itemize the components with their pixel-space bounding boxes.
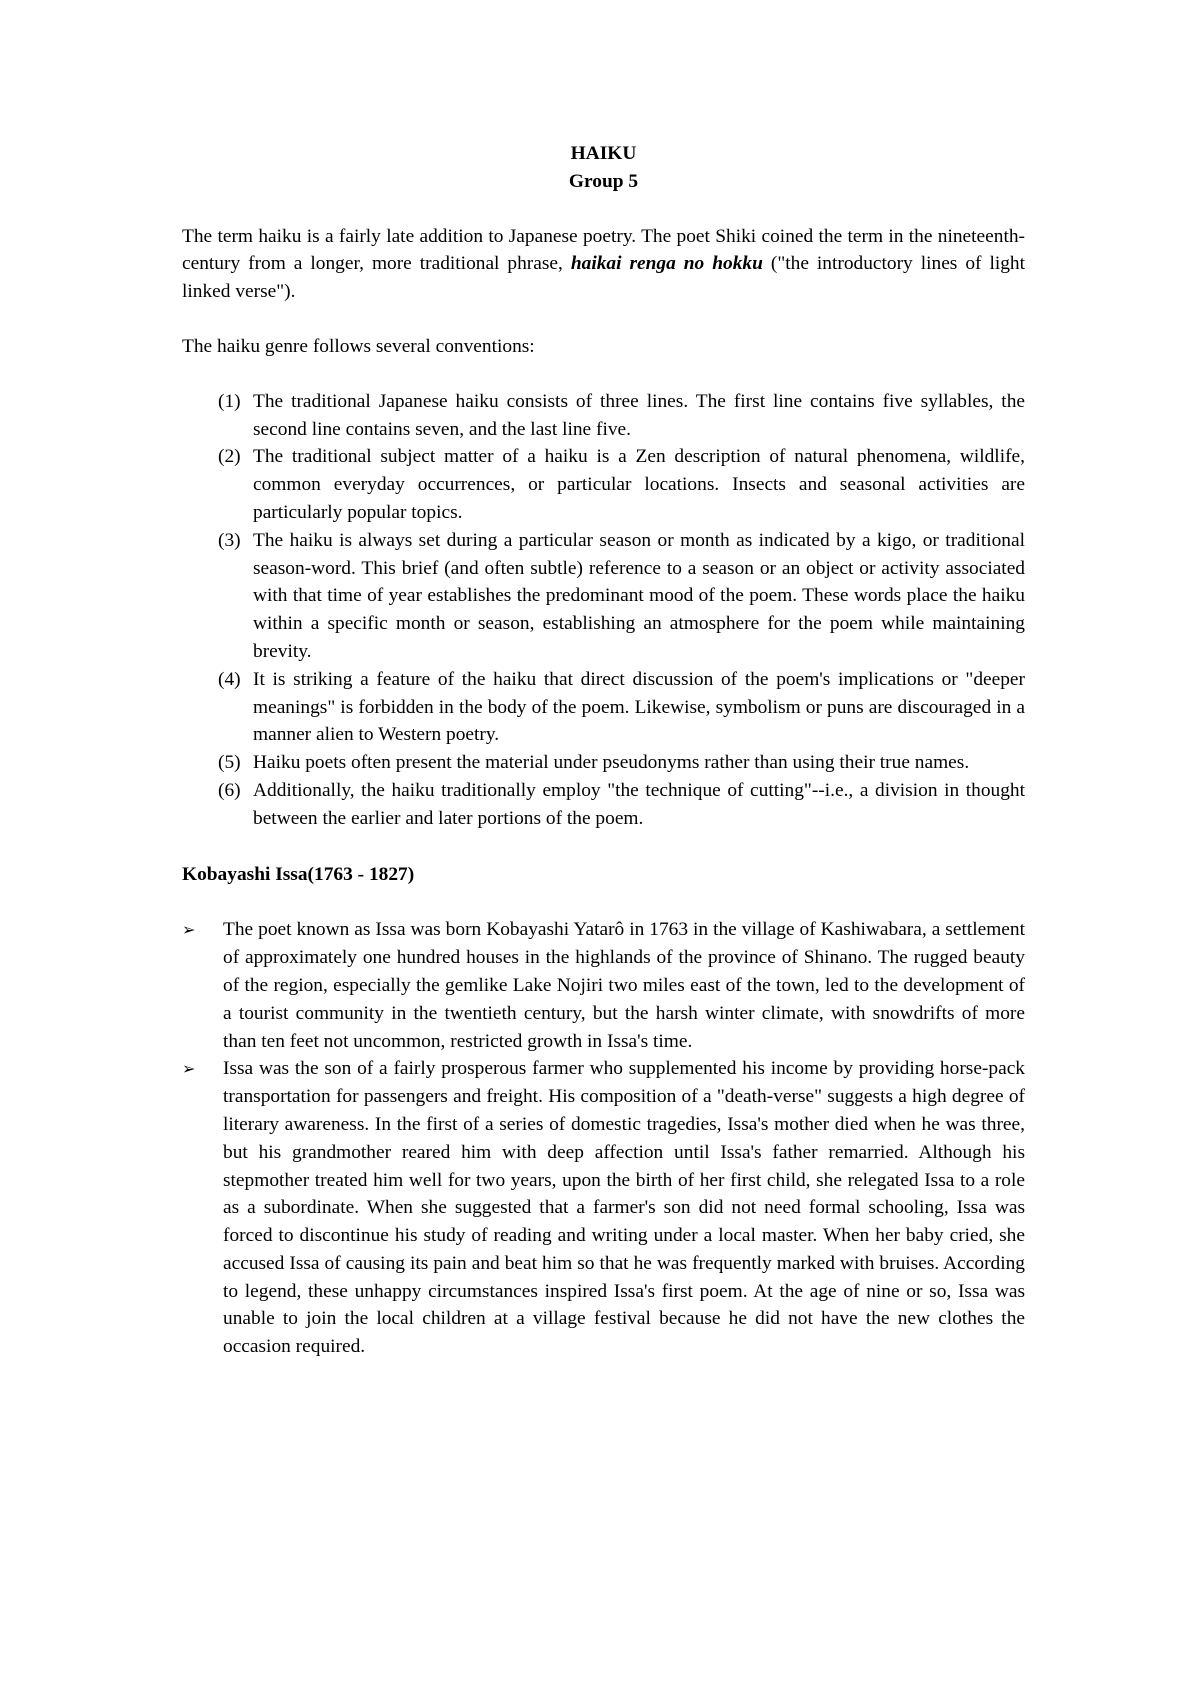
spacer: [182, 361, 1025, 388]
arrow-bullet-icon: ➢: [182, 1059, 196, 1079]
list-item-text: The traditional Japanese haiku consists of three lines. The first line contains five syllables, the second line contains seven, and the last line five.: [253, 390, 1025, 440]
intro-emphasis-phrase: haikai renga no hokku: [570, 253, 763, 275]
list-number: (1): [218, 390, 241, 412]
document-subtitle: Group 5: [568, 170, 639, 192]
list-item-text: Issa was the son of a fairly prosperous farmer who supplemented his income by providing horse-pack transportation for passengers and freight. His composition of a "death-verse" suggests a high degree of literary awareness. In the first of a series of domestic tragedies, Issa's mother died when he was three, but his grandmother reared him with deep affection until Issa's father remarried. Although his stepmother treated him well for two years, upon the birth of her first child, she relegated Issa to a role as a subordinate. When she suggested that a farmer's son did not need formal schooling, Issa was forced to discontinue his study of reading and writing under a local master. When her baby cried, she accused Issa of causing its pain and beat him so that he was frequently marked with bruises. According to legend, these unhappy circumstances inspired Issa's first poem. At the age of nine or so, Issa was unable to join the local children at a village festival because he did not have the new clothes the occasion required.: [223, 1058, 1025, 1358]
intro-text-after: ("the introductory lines of light linked verse").: [182, 253, 1025, 303]
spacer: [182, 833, 1025, 861]
list-item-text: It is striking a feature of the haiku that direct discussion of the poem's implications or "deeper meanings" is forbidden in the body of the poem. Likewise, symbolism or puns are discouraged in a manner alien to Western poetry.: [253, 668, 1025, 746]
list-item: [182, 388, 1025, 444]
list-item-text: The haiku is always set during a particular season or month as indicated by a kigo, or traditional season-word. This brief (and often subtle) reference to a season or an object or activity associated with that time of year establishes the predominant mood of the poem. These words place the haiku within a specific month or season, establishing an atmosphere for the poem while maintaining brevity.: [253, 529, 1025, 662]
list-number: (6): [218, 779, 241, 801]
list-item: [182, 666, 1025, 749]
list-item: [182, 916, 1025, 1055]
section-heading: Kobayashi Issa(1763 - 1827): [182, 863, 415, 885]
arrow-bullet-icon: ➢: [182, 920, 196, 940]
spacer: [182, 888, 1025, 916]
document-page: [182, 140, 1025, 1361]
list-number: (3): [218, 529, 241, 551]
list-number: (4): [218, 668, 241, 690]
conventions-lead: The haiku genre follows several conventions:: [182, 335, 535, 357]
list-item: [182, 443, 1025, 526]
list-item: [182, 777, 1025, 833]
list-item-text: The traditional subject matter of a haiku is a Zen description of natural phenomena, wildlife, common everyday occurrences, or particular locations. Insects and seasonal activities are particularly popular topics.: [253, 446, 1025, 523]
list-number: (2): [218, 446, 241, 468]
list-item: [182, 749, 1025, 777]
list-number: (5): [218, 752, 241, 774]
biography-list: [182, 916, 1025, 1361]
intro-text-before: The term haiku is a fairly late addition to Japanese poetry. The poet Shiki coined the term in the nineteenth-century from a longer, more traditional phrase,: [182, 225, 1025, 275]
list-item-text: Haiku poets often present the material under pseudonyms rather than using their true names.: [253, 752, 970, 774]
list-item: [182, 527, 1025, 666]
spacer: [182, 306, 1025, 333]
intro-paragraph: [182, 223, 1025, 306]
conventions-list: [182, 388, 1025, 833]
spacer: [182, 196, 1025, 223]
document-title: HAIKU: [570, 143, 637, 164]
list-item-text: The poet known as Issa was born Kobayashi Yatarô in 1763 in the village of Kashiwabara, a settlement of approximately one hundred houses in the highlands of the province of Shinano. The rugged beauty of the region, especially the gemlike Lake Nojiri two miles east of the town, led to the development of a tourist community in the twentieth century, but the harsh winter climate, with snowdrifts of more than ten feet not uncommon, restricted growth in Issa's time.: [223, 919, 1025, 1052]
list-item-text: Additionally, the haiku traditionally employ "the technique of cutting"--i.e., a division in thought between the earlier and later portions of the poem.: [253, 779, 1025, 829]
list-item: [182, 1055, 1025, 1361]
